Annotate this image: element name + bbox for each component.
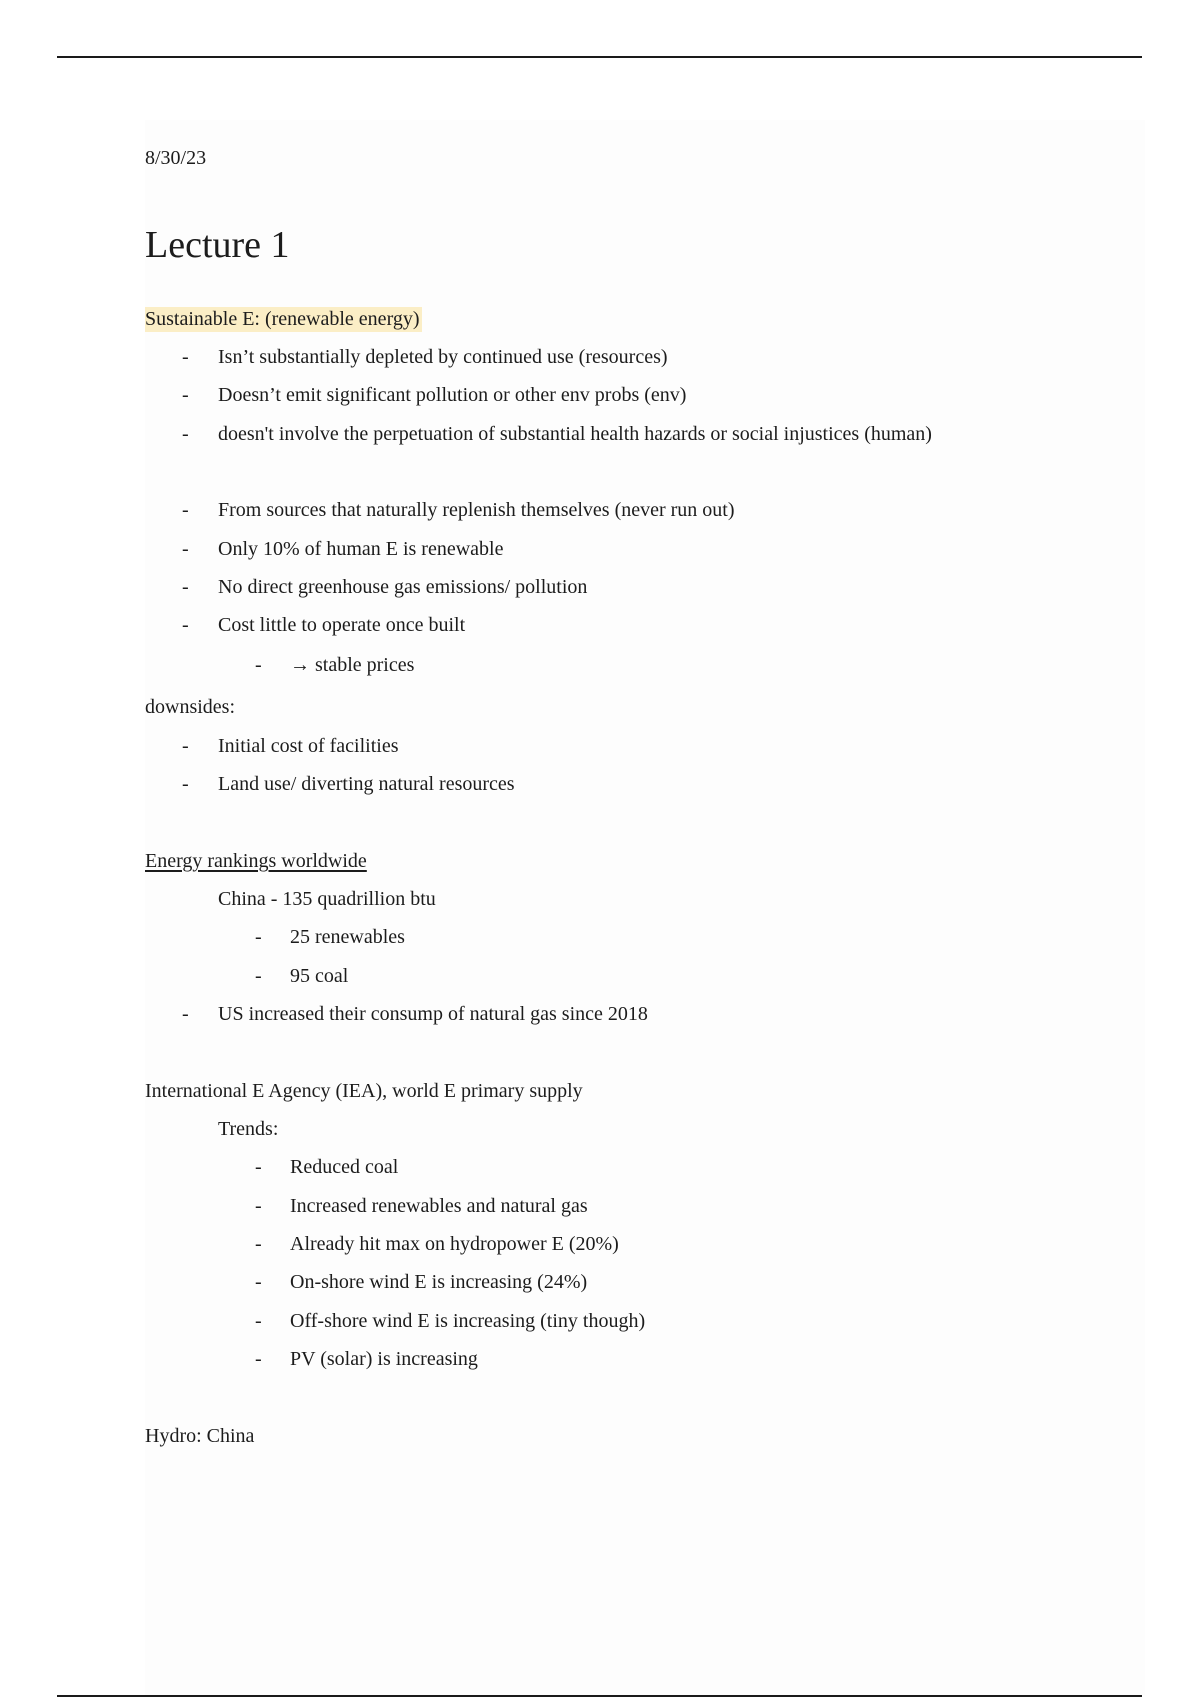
bullet-dash: - (182, 346, 189, 368)
sub-list-item: → stable prices (290, 654, 415, 676)
list-item: Cost little to operate once built (218, 614, 466, 636)
bullet-dash: - (182, 735, 189, 757)
bullet-dash: - (182, 423, 189, 445)
bullet-dash: - (182, 499, 189, 521)
sub-list-item: Off-shore wind E is increasing (tiny though) (290, 1310, 646, 1332)
list-item: doesn't involve the perpetuation of substantial health hazards or social injustices (human) (218, 423, 932, 445)
rankings-heading: Energy rankings worldwide (145, 850, 367, 872)
china-line: China - 135 quadrillion btu (218, 888, 436, 910)
list-item: Isn’t substantially depleted by continued use (resources) (218, 346, 668, 368)
bullet-dash: - (182, 773, 189, 795)
sustainable-heading (145, 307, 422, 331)
date: 8/30/23 (145, 147, 207, 169)
sub-list-item: Reduced coal (290, 1156, 399, 1178)
list-item: Initial cost of facilities (218, 735, 399, 757)
bullet-dash: - (255, 926, 262, 948)
bullet-dash: - (255, 1271, 262, 1293)
list-item: US increased their consump of natural gas since 2018 (218, 1003, 648, 1025)
top-rule (57, 56, 1142, 58)
bullet-dash: - (182, 614, 189, 636)
bullet-dash: - (255, 1195, 262, 1217)
bullet-dash: - (182, 384, 189, 406)
bullet-dash: - (255, 1310, 262, 1332)
sub-list-item: 25 renewables (290, 926, 405, 948)
sub-list-item: Already hit max on hydropower E (20%) (290, 1233, 619, 1255)
list-item: Land use/ diverting natural resources (218, 773, 515, 795)
bullet-dash: - (255, 1233, 262, 1255)
bullet-dash: - (255, 965, 262, 987)
list-item: Only 10% of human E is renewable (218, 538, 504, 560)
bullet-dash: - (182, 538, 189, 560)
iea-heading: International E Agency (IEA), world E primary supply (145, 1080, 583, 1102)
page-title: Lecture 1 (145, 224, 290, 266)
bullet-dash: - (255, 1348, 262, 1370)
bottom-rule (57, 1695, 1142, 1697)
bullet-dash: - (182, 1003, 189, 1025)
list-item: No direct greenhouse gas emissions/ pollution (218, 576, 588, 598)
list-item: From sources that naturally replenish themselves (never run out) (218, 499, 735, 521)
bullet-dash: - (255, 654, 262, 676)
bullet-dash: - (182, 576, 189, 598)
sub-list-item: 95 coal (290, 965, 349, 987)
bullet-dash: - (255, 1156, 262, 1178)
trends-label: Trends: (218, 1118, 279, 1140)
hydro-line: Hydro: China (145, 1425, 255, 1447)
sub-list-item: On-shore wind E is increasing (24%) (290, 1271, 588, 1293)
sub-list-item: Increased renewables and natural gas (290, 1195, 588, 1217)
highlighted-heading: Sustainable E: (renewable energy) (145, 308, 420, 330)
downsides-heading: downsides: (145, 696, 235, 718)
sub-list-item: PV (solar) is increasing (290, 1348, 478, 1370)
list-item: Doesn’t emit significant pollution or other env probs (env) (218, 384, 687, 406)
